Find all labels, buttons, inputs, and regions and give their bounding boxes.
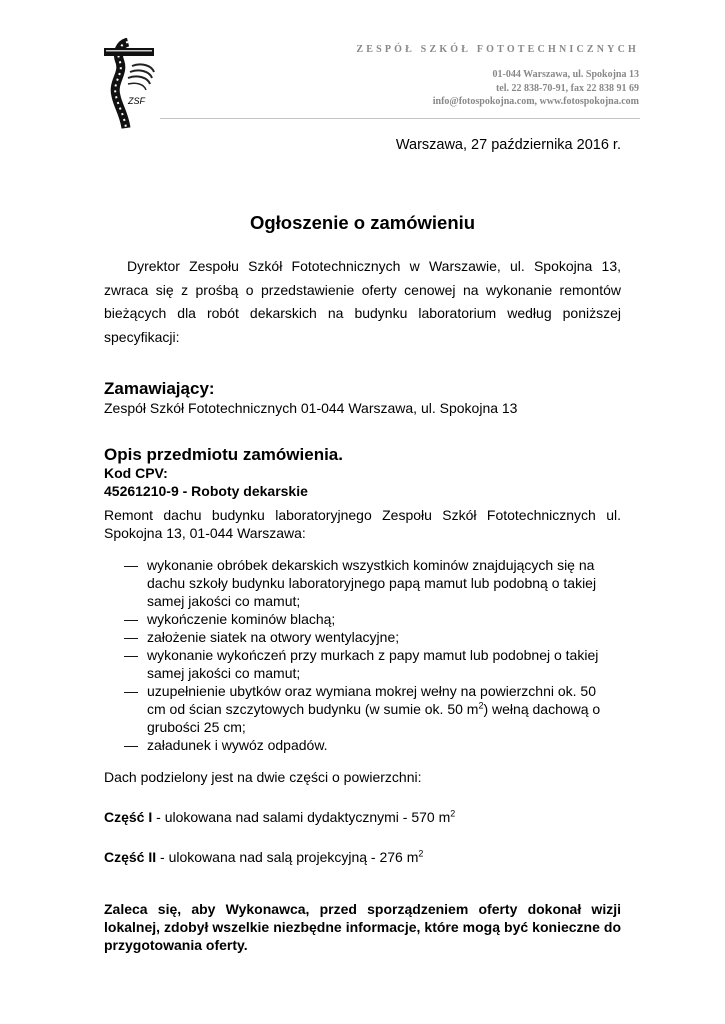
part-two-text: - ulokowana nad salą projekcyjną - 276 m: [156, 849, 419, 865]
school-name: ZESPÓŁ SZKÓŁ FOTOTECHNICZNYCH: [356, 44, 639, 55]
task-list: [124, 556, 604, 754]
address-line: 01-044 Warszawa, ul. Spokojna 13: [492, 69, 639, 80]
intro-paragraph: Dyrektor Zespołu Szkół Fototechnicznych w Warszawie, ul. Spokojna 13, zwraca się z prośbą o przedstawienie oferty cenowej na wykonanie remontów bieżących dla robót dekarskich na budynku laboratorium według poniższej specyfikacji:: [104, 258, 621, 345]
list-item: [124, 628, 604, 646]
task-text: wykonanie obróbek dekarskich wszystkich kominów znajdujących się na dachu szkoły budynku laboratoryjnego papą mamut lub podobną o takiej samej jakości co mamut;: [147, 557, 597, 609]
orderer-text: Zespół Szkół Fototechnicznych 01-044 Warszawa, ul. Spokojna 13: [104, 400, 518, 416]
svg-text:ZSF: ZSF: [128, 96, 145, 106]
dash-bullet: —: [124, 611, 138, 627]
film-strip-logo-icon: [98, 38, 160, 130]
school-logo: [98, 38, 160, 130]
document-title: Ogłoszenie o zamówieniu: [249, 212, 476, 233]
task-text: założenie siatek na otwory wentylacyjne;: [147, 629, 400, 645]
dash-bullet: —: [124, 629, 138, 645]
subject-heading: Opis przedmiotu zamówienia.: [104, 445, 343, 464]
task-text-tail: ) wełną dachową o grubości 25 cm;: [147, 701, 601, 735]
part-one-label: Część I: [104, 809, 153, 825]
cpv-code: 45261210-9 - Roboty dekarskie: [104, 483, 308, 499]
list-item: [124, 736, 604, 754]
dash-bullet: —: [124, 647, 138, 663]
part-one-line: [104, 808, 455, 826]
areas-intro: Dach podzielony jest na dwie części o powierzchni:: [104, 769, 422, 785]
list-item: [124, 610, 604, 628]
email-web-line: info@fotospokojna.com, www.fotospokojna.com: [432, 96, 639, 107]
closing-note: Zaleca się, aby Wykonawca, przed sporządzeniem oferty dokonał wizji lokalnej, zdobył wszelkie niezbędne informacje, które mogą być konieczne do przygotowania oferty.: [104, 901, 621, 953]
task-text: wykończenie kominów blachą;: [147, 611, 336, 627]
part-two-line: [104, 848, 423, 866]
phone-line: tel. 22 838-70-91, fax 22 838 91 69: [495, 82, 639, 94]
header-divider: [160, 118, 640, 119]
subject-description: Remont dachu budynku laboratoryjnego Zespołu Szkół Fototechnicznych ul. Spokojna 13, 01-044 Warszawa:: [104, 507, 621, 541]
list-item: [124, 556, 604, 610]
document-date: Warszawa, 27 października 2016 r.: [395, 137, 621, 153]
square-exponent: 2: [450, 808, 456, 819]
dash-bullet: —: [124, 737, 138, 753]
task-text: uzupełnienie ubytków oraz wymiana mokrej wełny na powierzchni ok. 50 cm od ścian szczytowych budynku (w sumie ok. 50 m: [147, 683, 597, 717]
dash-bullet: —: [124, 557, 138, 573]
task-text: załadunek i wywóz odpadów.: [147, 737, 328, 753]
square-exponent: 2: [418, 848, 424, 859]
square-exponent: 2: [478, 700, 484, 711]
cpv-label: Kod CPV:: [104, 465, 168, 481]
list-item: [124, 682, 604, 736]
contact-block: [433, 68, 639, 109]
task-text: wykonanie wykończeń przy murkach z papy mamut lub podobnej o takiej samej jakości co mamut;: [147, 647, 599, 681]
dash-bullet: —: [124, 683, 138, 699]
orderer-heading: Zamawiający:: [104, 379, 215, 398]
part-two-label: Część II: [104, 849, 157, 865]
part-one-text: - ulokowana nad salami dydaktycznymi - 570 m: [152, 809, 451, 825]
list-item: [124, 646, 604, 682]
